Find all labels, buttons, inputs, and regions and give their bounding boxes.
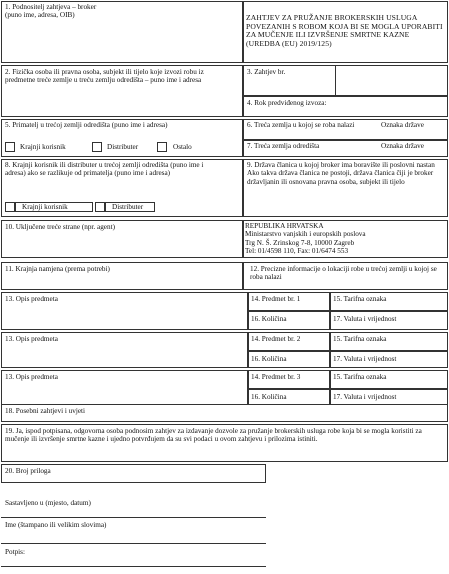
checkbox-other[interactable]: [157, 142, 167, 152]
field-19-text: 19. Ja, ispod potpisana, odgovorna osoba podnosim zahtjev za izdavanje dozvole za pružanje brokerskih usluga robe koja bi se mogla koristiti za mučenje ili izvršenje smrtne kazne i ujedno potvrđujem da su svi podaci u ovom zahtjevu i prilozima istiniti.: [5, 427, 422, 444]
field-7-label: 7. Treća zemlja odredišta: [247, 142, 320, 150]
checkbox-end-user-label: Krajnji korisnik: [20, 143, 66, 151]
item-1-number-label: 14. Predmet br. 1: [251, 295, 301, 303]
field-2-label: 2. Fizička osoba ili pravna osoba, subjekt ili tijelo koje izvozi robu iz predmetne treće zemlje u treću zemlju odredišta – puno ime i adresa: [5, 68, 204, 85]
field-3-divider: [335, 65, 336, 96]
printed-name-line[interactable]: [1, 543, 266, 544]
item-1-currency-value-label: 17. Valuta i vrijednost: [333, 315, 397, 323]
field-7-country-code: Oznaka države: [381, 142, 424, 150]
item-3-description-label: 13. Opis predmeta: [5, 373, 58, 381]
field-11-label: 11. Krajnja namjena (prema potrebi): [5, 265, 110, 273]
signature-label: Potpis:: [5, 548, 25, 556]
field-5-label: 5. Primatelj u trećoj zemlji odredišta (puno ime i adresa): [5, 121, 168, 129]
checkbox-distributor[interactable]: [92, 142, 102, 152]
place-date-label: Sastavljeno u (mjesto, datum): [5, 499, 91, 507]
item-2-tariff-code-label: 15. Tarifna oznaka: [333, 335, 387, 343]
checkbox-distributor-8-label: Distributer: [112, 203, 144, 211]
form-title: ZAHTJEV ZA PRUŽANJE BROKERSKIH USLUGA POVEZANIH S ROBOM KOJA BI SE MOGLA UPORABITI ZA MUČENJE ILI IZVRŠENJE SMRTNE KAZNE (UREDBA (EU) 2019/125): [246, 13, 443, 49]
item-2-currency-value-label: 17. Valuta i vrijednost: [333, 355, 397, 363]
checkbox-end-user[interactable]: [5, 142, 15, 152]
printed-name-label: Ime (štampano ili velikim slovima): [5, 521, 107, 529]
place-date-line[interactable]: [1, 517, 266, 518]
checkbox-end-user-8-label: Krajnji korisnik: [22, 203, 68, 211]
field-3-label: 3. Zahtjev br.: [247, 68, 286, 76]
field-8-label: 8. Krajnji korisnik ili distributer u trećoj zemlji odredišta (puno ime i adresa) ako se razlikuje od primatelja (puno ime i adresa): [5, 161, 204, 178]
field-9-label: 9. Država članica u kojoj broker ima boravište ili poslovni nastan Ako takva država članica ne postoji, država članica čiji je broker državljanin ili osnovana pravna osoba, subjekt ili tijelo: [247, 161, 435, 186]
field-4-label: 4. Rok predviđenog izvoza:: [247, 99, 327, 107]
checkbox-end-user-8[interactable]: [5, 202, 15, 212]
field-12-label: 12. Precizne informacije o lokaciji robe u trećoj zemlji u kojoj se roba nalazi: [250, 265, 437, 282]
field-6-label: 6. Treća zemlja u kojoj se roba nalazi: [247, 121, 355, 129]
item-2-quantity-label: 16. Količina: [251, 355, 287, 363]
item-3-number-label: 14. Predmet br. 3: [251, 373, 301, 381]
field-18-label: 18. Posebni zahtjevi i uvjeti: [5, 407, 86, 415]
item-1-description-label: 13. Opis predmeta: [5, 295, 58, 303]
field-20-label: 20. Broj priloga: [5, 467, 51, 475]
item-3-currency-value-label: 17. Valuta i vrijednost: [333, 393, 397, 401]
checkbox-other-label: Ostalo: [173, 143, 192, 151]
field-10-label: 10. Uključene treće strane (npr. agent): [5, 223, 115, 231]
field-1-label: 1. Podnositelj zahtjeva – broker (puno ime, adresa, OIB): [5, 3, 97, 20]
signature-line[interactable]: [1, 566, 266, 567]
item-3-quantity-label: 16. Količina: [251, 393, 287, 401]
item-1-tariff-code-label: 15. Tarifna oznaka: [333, 295, 387, 303]
field-6-country-code: Oznaka države: [381, 121, 424, 129]
checkbox-distributor-label: Distributer: [107, 143, 139, 151]
item-3-tariff-code-label: 15. Tarifna oznaka: [333, 373, 387, 381]
item-2-description-label: 13. Opis predmeta: [5, 335, 58, 343]
authority-address: REPUBLIKA HRVATSKA Ministarstvo vanjskih i europskih poslova Trg N. Š. Zrinskog 7-8, 10000 Zagreb Tel: 01/4598 110, Fax: 01/6474 553: [245, 222, 366, 256]
item-1-quantity-label: 16. Količina: [251, 315, 287, 323]
checkbox-distributor-8[interactable]: [95, 202, 105, 212]
item-2-number-label: 14. Predmet br. 2: [251, 335, 301, 343]
